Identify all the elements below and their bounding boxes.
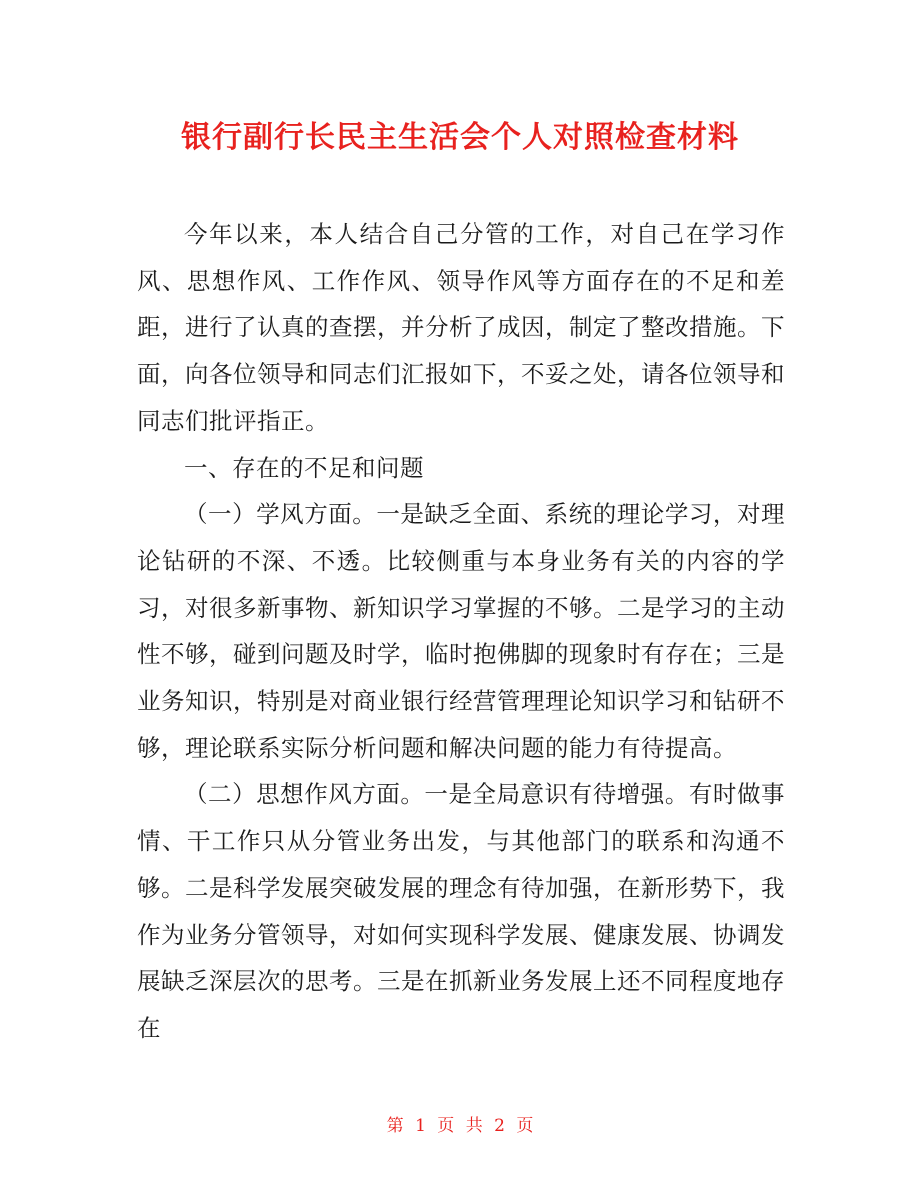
page-number-footer: 第 1 页 共 2 页 — [386, 1116, 534, 1136]
document-body — [137, 211, 785, 1052]
paragraph-thinking-style: （二）思想作风方面。一是全局意识有待增强。有时做事情、干工作只从分管业务出发，与其他部门的联系和沟通不够。二是科学发展突破发展的理念有待加强，在新形势下，我作为业务分管领导，对如何实现科学发展、健康发展、协调发展缺乏深层次的思考。三是在抓新业务发展上还不同程度地存在 — [137, 780, 785, 1042]
paragraph-intro: 今年以来，本人结合自己分管的工作，对自己在学习作风、思想作风、工作作风、领导作风等方面存在的不足和差距，进行了认真的查摆，并分析了成因，制定了整改措施。下面，向各位领导和同志们汇报如下，不妥之处，请各位领导和同志们批评指正。 — [137, 220, 785, 435]
document-title: 银行副行长民主生活会个人对照检查材料 — [181, 120, 739, 155]
paragraph-study-style: （一）学风方面。一是缺乏全面、系统的理论学习，对理论钻研的不深、不透。比较侧重与本身业务有关的内容的学习，对很多新事物、新知识学习掌握的不够。二是学习的主动性不够，碰到问题及时学，临时抱佛脚的现象时有存在；三是业务知识，特别是对商业银行经营管理理论知识学习和钻研不够，理论联系实际分析问题和解决问题的能力有待提高。 — [137, 500, 785, 762]
section-heading-problems: 一、存在的不足和问题 — [184, 453, 424, 482]
